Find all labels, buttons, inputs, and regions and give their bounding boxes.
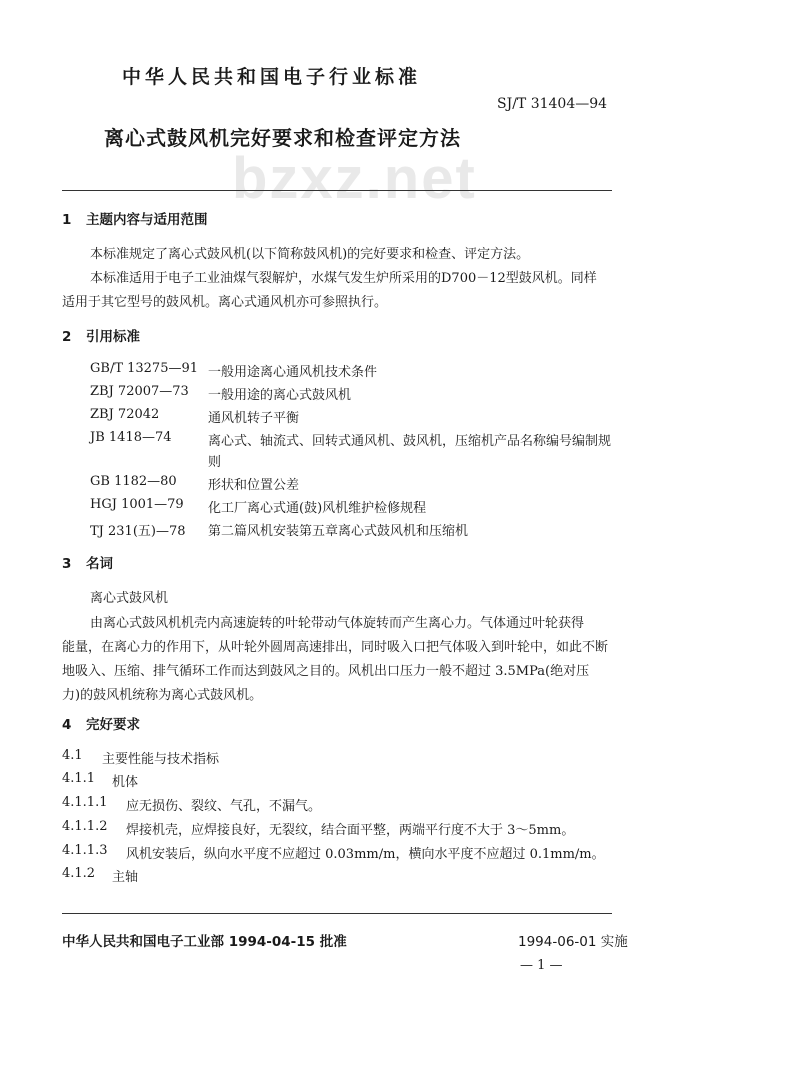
ref-title: 形状和位置公差 xyxy=(208,478,300,493)
clause-text: 焊接机壳，应焊接良好，无裂纹，结合面平整，两端平行度不大于 3～5mm。 xyxy=(126,823,575,838)
ref-title: 第二篇风机安装第五章离心式鼓风机和压缩机 xyxy=(208,524,469,539)
ref-title: 一般用途的离心式鼓风机 xyxy=(208,388,352,403)
ref-title-continued: 则 xyxy=(208,455,222,470)
effective-date: 1994-06-01 实施 xyxy=(518,934,628,950)
issuing-body: 中华人民共和国电子行业标准 xyxy=(122,66,422,88)
ref-code: ZBJ 72042 xyxy=(90,407,160,422)
ref-title: 一般用途离心通风机技术条件 xyxy=(208,365,378,380)
clause-number: 4.1.1.2 xyxy=(62,819,108,834)
ref-code: TJ 231(五)—78 xyxy=(90,524,186,539)
section-3-heading xyxy=(62,552,113,572)
section-number: 1 xyxy=(62,212,72,228)
paragraph: 本标准规定了离心式鼓风机(以下简称鼓风机)的完好要求和检查、评定方法。 xyxy=(90,247,530,262)
section-number: 4 xyxy=(62,717,72,733)
section-title: 完好要求 xyxy=(86,717,140,733)
ref-code: ZBJ 72007—73 xyxy=(90,384,189,399)
clause-number: 4.1 xyxy=(62,748,83,763)
clause-number: 4.1.1.3 xyxy=(62,843,108,858)
clause-number: 4.1.1 xyxy=(62,771,96,786)
section-1-heading xyxy=(62,208,208,228)
clause-number: 4.1.1.1 xyxy=(62,795,108,810)
approval-statement: 中华人民共和国电子工业部 1994-04-15 批准 xyxy=(62,934,347,950)
ref-title: 离心式、轴流式、回转式通风机、鼓风机，压缩机产品名称编号编制规 xyxy=(208,434,612,449)
clause-text: 应无损伤、裂纹、气孔，不漏气。 xyxy=(126,799,322,814)
definition-line: 力)的鼓风机统称为离心式鼓风机。 xyxy=(62,688,263,703)
ref-title: 化工厂离心式通(鼓)风机维护检修规程 xyxy=(208,501,427,516)
clause-text: 机体 xyxy=(112,775,139,790)
ref-code: JB 1418—74 xyxy=(90,430,172,445)
ref-code: GB/T 13275—91 xyxy=(90,361,199,376)
clause-text: 主轴 xyxy=(112,870,139,885)
standard-code: SJ/T 31404—94 xyxy=(497,96,608,112)
document-title: 离心式鼓风机完好要求和检查评定方法 xyxy=(104,126,461,150)
clause-number: 4.1.2 xyxy=(62,866,96,881)
clause-text: 风机安装后，纵向水平度不应超过 0.03mm/m，横向水平度不应超过 0.1mm/m。 xyxy=(126,847,605,862)
paragraph: 本标准适用于电子工业油煤气裂解炉，水煤气发生炉所采用的D700－12型鼓风机。同样 xyxy=(90,271,597,286)
definition-line: 由离心式鼓风机机壳内高速旋转的叶轮带动气体旋转而产生离心力。气体通过叶轮获得 xyxy=(90,616,585,631)
section-4-heading xyxy=(62,713,140,733)
ref-code: HGJ 1001—79 xyxy=(90,497,184,512)
section-number: 3 xyxy=(62,556,72,572)
header-rule xyxy=(62,190,612,191)
section-number: 2 xyxy=(62,329,72,345)
ref-code: GB 1182—80 xyxy=(90,474,177,489)
clause-text: 主要性能与技术指标 xyxy=(102,752,220,767)
section-2-heading xyxy=(62,325,140,345)
paragraph: 适用于其它型号的鼓风机。离心式通风机亦可参照执行。 xyxy=(62,295,388,310)
footer-rule xyxy=(62,913,612,914)
definition-line: 能量，在离心力的作用下，从叶轮外圆周高速排出，同时吸入口把气体吸入到叶轮中，如此不断 xyxy=(62,640,609,655)
page-number: — 1 — xyxy=(520,958,563,973)
definition-line: 地吸入、压缩、排气循环工作而达到鼓风之目的。风机出口压力一般不超过 3.5MPa(绝对压 xyxy=(62,664,590,679)
section-title: 引用标准 xyxy=(86,329,140,345)
ref-title: 通风机转子平衡 xyxy=(208,411,300,426)
section-title: 主题内容与适用范围 xyxy=(86,212,208,228)
watermark: bzxz.net xyxy=(232,146,477,211)
term-name: 离心式鼓风机 xyxy=(90,591,169,606)
section-title: 名词 xyxy=(86,556,113,572)
